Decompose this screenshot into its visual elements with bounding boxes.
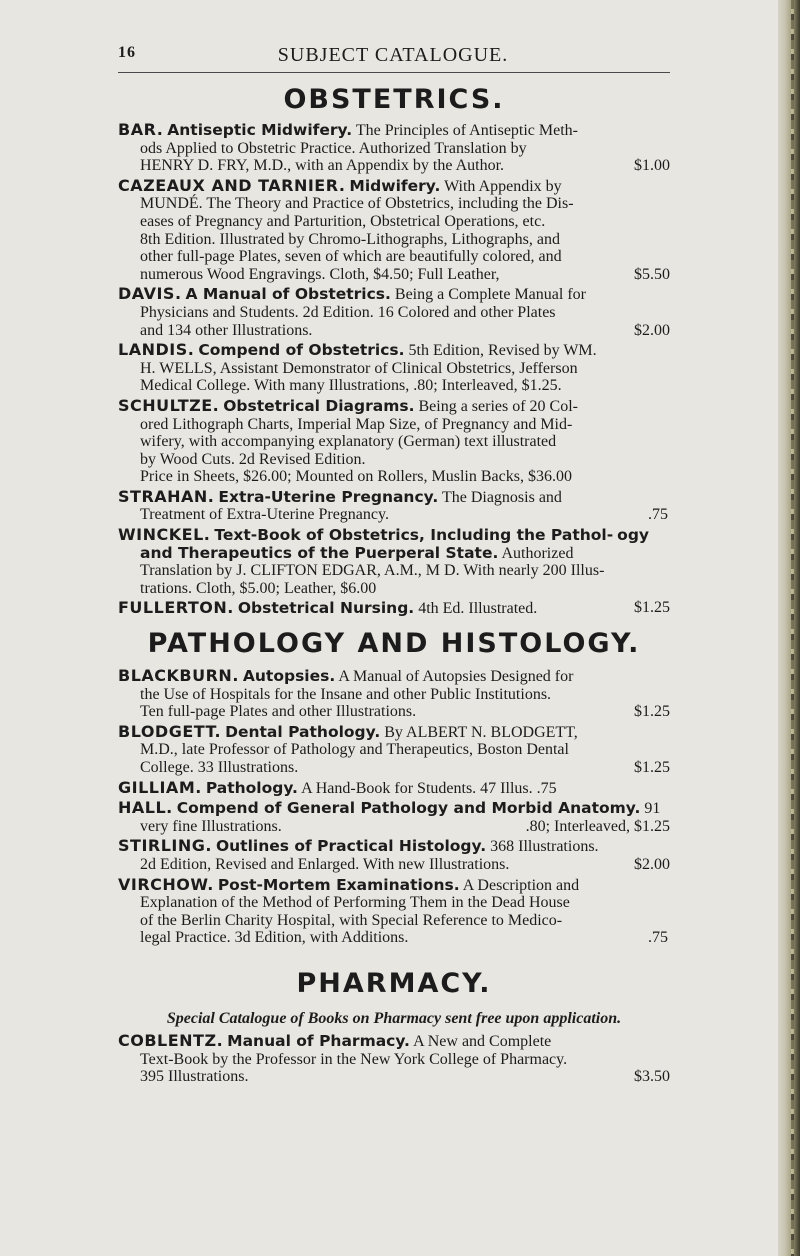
book-title: Compend of Obstetrics. bbox=[198, 341, 405, 360]
price: $2.00 bbox=[634, 321, 670, 339]
price: $1.25 bbox=[634, 599, 670, 617]
entry-text: 91 very fine Illustrations. bbox=[140, 800, 661, 835]
catalogue-entry: VIRCHOW. Post-Mortem Examinations. A Description and Explanation of the Method of Performing Them in the Dead House of the Berlin Charity Hospital, with Special Reference to Medico- legal Practice. 3d Edition, with Additions. .75 bbox=[118, 874, 668, 947]
running-title: SUBJECT CATALOGUE. bbox=[277, 44, 509, 66]
book-title: Obstetrical Nursing. bbox=[237, 599, 415, 618]
author-name: GILLIAM. bbox=[118, 777, 202, 797]
entry-text: eases of Pregnancy and Parturition, Obstetrical Operations, etc. bbox=[140, 212, 546, 230]
entry-text: M.D., late Professor of Pathology and Therapeutics, Boston Dental bbox=[140, 741, 569, 759]
entry-text: 368 Illustrations. bbox=[490, 838, 599, 856]
price: $1.25 bbox=[634, 703, 670, 721]
price: $1.25 bbox=[634, 758, 670, 776]
entry-text: 8th Edition. Illustrated by Chromo-Lithographs, Lithographs, and bbox=[140, 230, 560, 248]
entry-text: Price in Sheets, $26.00; Mounted on Rollers, Muslin Backs, $36.00 bbox=[140, 468, 572, 486]
entry-text: A New and Complete bbox=[413, 1033, 552, 1050]
book-title: Pathology. bbox=[205, 778, 298, 797]
entry-text: Authorized bbox=[498, 544, 574, 562]
pharmacy-entries bbox=[118, 1032, 670, 1086]
catalogue-entry bbox=[118, 526, 670, 597]
book-title: Compend of General Pathology and Morbid Anatomy. bbox=[176, 799, 641, 818]
entry-text: A Description and bbox=[462, 876, 580, 894]
entry-text: The Diagnosis and bbox=[441, 488, 562, 506]
entry-text: 4th Ed. Illustrated. bbox=[418, 600, 538, 618]
page-number: 16 bbox=[118, 44, 136, 61]
author-name: HALL. bbox=[118, 798, 173, 818]
entry-text: of the Berlin Charity Hospital, with Special Reference to Medico- bbox=[140, 911, 563, 929]
price: .80; Interleaved, $1.25 bbox=[525, 817, 670, 835]
entry-text: by Wood Cuts. 2d Revised Edition. bbox=[140, 450, 366, 468]
catalogue-entry bbox=[118, 285, 670, 339]
catalogue-entry bbox=[118, 837, 670, 873]
author-name: BLACKBURN. bbox=[118, 666, 239, 685]
price: $5.50 bbox=[634, 265, 670, 283]
header-rule bbox=[118, 72, 670, 73]
book-title: Antiseptic Midwifery. bbox=[167, 121, 353, 139]
entry-text: Being a series of 20 Col- bbox=[418, 397, 578, 415]
book-title: Midwifery. bbox=[349, 176, 441, 195]
price: $3.50 bbox=[634, 1068, 670, 1086]
entry-text: 5th Edition, Revised by WM. bbox=[408, 342, 597, 360]
pharmacy-catalogue-note: Special Catalogue of Books on Pharmacy sent free upon application. bbox=[166, 1010, 622, 1027]
entry-text: The Principles of Antiseptic Meth- bbox=[355, 122, 579, 139]
author-name: CAZEAUX AND TARNIER. bbox=[118, 175, 346, 195]
author-name: WINCKEL. bbox=[118, 525, 211, 545]
book-title: Extra-Uterine Pregnancy. bbox=[218, 487, 439, 506]
entry-text: HENRY D. FRY, M.D., with an Appendix by the Author. bbox=[140, 157, 505, 175]
price: $1.00 bbox=[634, 157, 670, 175]
entry-text: ogy and Therapeutics of the Puerperal State. bbox=[140, 526, 650, 562]
page-edge bbox=[778, 0, 800, 1256]
book-title: Outlines of Practical Histology. bbox=[215, 837, 487, 856]
page-edge-texture bbox=[791, 0, 794, 1256]
entry-text: College. 33 Illustrations. bbox=[140, 758, 299, 776]
author-name: BLODGETT. bbox=[118, 721, 222, 741]
author-name: DAVIS. bbox=[118, 284, 182, 304]
catalogue-entry bbox=[118, 599, 670, 618]
author-name: VIRCHOW. bbox=[118, 874, 214, 894]
entry-text: With Appendix by bbox=[444, 177, 562, 195]
entry-text: and 134 other Illustrations. bbox=[140, 321, 313, 339]
entry-text: the Use of Hospitals for the Insane and other Public Institutions. bbox=[140, 685, 552, 703]
entry-text: Text-Book by the Professor in the New York College of Pharmacy. bbox=[140, 1050, 568, 1068]
catalogue-entry bbox=[118, 799, 670, 835]
obstetrics-entries bbox=[118, 121, 670, 618]
book-title: Manual of Pharmacy. bbox=[227, 1032, 410, 1050]
entry-text: A Manual of Autopsies Designed for bbox=[338, 668, 574, 685]
section-title-pharmacy: PHARMACY. bbox=[296, 968, 492, 999]
catalogue-entry bbox=[118, 397, 670, 486]
author-name: COBLENTZ. bbox=[118, 1031, 224, 1050]
entry-text: A Hand-Book for Students. 47 Illus. .75 bbox=[301, 779, 557, 797]
entry-text: wifery, with accompanying explanatory (German) text illustrated bbox=[140, 433, 557, 451]
entry-text: Medical College. With many Illustrations, .80; Interleaved, $1.25. bbox=[140, 377, 562, 395]
book-title: Post-Mortem Examinations. bbox=[217, 875, 460, 894]
book-title: Obstetrical Diagrams. bbox=[223, 396, 415, 415]
author-name: STIRLING. bbox=[118, 836, 212, 856]
section-title-pathology: PATHOLOGY AND HISTOLOGY. bbox=[147, 628, 641, 659]
entry-text: H. WELLS, Assistant Demonstrator of Clinical Obstetrics, Jefferson bbox=[140, 359, 578, 377]
catalogue-entry bbox=[118, 177, 670, 284]
entry-text: numerous Wood Engravings. Cloth, $4.50; Full Leather, bbox=[140, 265, 500, 283]
book-title: Autopsies. bbox=[242, 667, 336, 685]
pathology-entries bbox=[118, 667, 670, 947]
catalogue-entry bbox=[118, 723, 670, 777]
catalogue-entry bbox=[118, 341, 670, 395]
catalogue-entry bbox=[118, 779, 670, 798]
catalogue-entry bbox=[118, 667, 670, 721]
entry-text: other full-page Plates, seven of which are beautifully colored, and bbox=[140, 248, 562, 266]
entry-text: Treatment of Extra-Uterine Pregnancy. bbox=[140, 506, 389, 524]
book-title: Text-Book of Obstetrics, Including the Pathol- bbox=[214, 526, 614, 545]
entry-text: ods Applied to Obstetric Practice. Authorized Translation by bbox=[140, 139, 527, 157]
catalogue-entry bbox=[118, 1032, 670, 1086]
entry-text: trations. Cloth, $5.00; Leather, $6.00 bbox=[140, 579, 377, 597]
page-header bbox=[118, 44, 668, 70]
book-title: A Manual of Obstetrics. bbox=[185, 285, 391, 304]
entry-text: Translation by J. CLIFTON EDGAR, A.M., M D. With nearly 200 Illus- bbox=[140, 562, 605, 580]
entry-text: 2d Edition, Revised and Enlarged. With new Illustrations. bbox=[140, 855, 510, 873]
author-name: FULLERTON. bbox=[118, 598, 234, 618]
entry-text: ored Lithograph Charts, Imperial Map Size, of Pregnancy and Mid- bbox=[140, 415, 573, 433]
entry-text: By ALBERT N. BLODGETT, bbox=[384, 723, 578, 741]
entry-text: legal Practice. 3d Edition, with Additions. bbox=[140, 929, 409, 947]
author-name: BAR. bbox=[118, 120, 164, 139]
entry-text: Physicians and Students. 2d Edition. 16 Colored and other Plates bbox=[140, 303, 556, 321]
author-name: SCHULTZE. bbox=[118, 395, 220, 415]
catalogue-entry: STRAHAN. Extra-Uterine Pregnancy. The Diagnosis and Treatment of Extra-Uterine Pregnancy. .75 bbox=[118, 486, 668, 524]
entry-text: MUNDÉ. The Theory and Practice of Obstetrics, including the Dis- bbox=[140, 195, 574, 213]
entry-text: 395 Illustrations. bbox=[140, 1068, 249, 1086]
price: $2.00 bbox=[634, 855, 670, 873]
entry-text: Explanation of the Method of Performing Them in the Dead House bbox=[140, 894, 570, 912]
entry-text: Ten full-page Plates and other Illustrations. bbox=[140, 703, 417, 721]
catalogue-entry bbox=[118, 121, 670, 175]
author-name: LANDIS. bbox=[118, 340, 195, 360]
entry-text: Being a Complete Manual for bbox=[394, 286, 586, 304]
book-title: Dental Pathology. bbox=[225, 722, 381, 741]
section-title-obstetrics: OBSTETRICS. bbox=[283, 84, 505, 115]
author-name: STRAHAN. bbox=[118, 486, 215, 506]
